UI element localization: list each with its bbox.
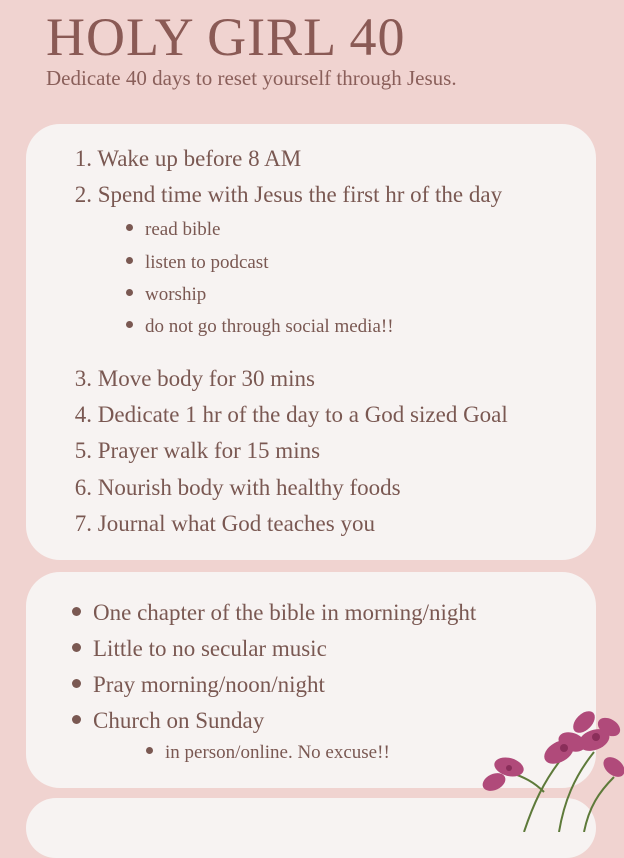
- list-item: worship: [126, 284, 206, 306]
- list-item: 7. Journal what God teaches you: [74, 511, 375, 536]
- list-item: 4. Dedicate 1 hr of the day to a God sized Goal: [74, 402, 508, 427]
- list-item: 2. Spend time with Jesus the first hr of the day: [74, 182, 503, 207]
- page-title: HOLY GIRL 40: [46, 7, 406, 67]
- list-item: Pray morning/noon/night: [72, 672, 325, 698]
- flower-decoration: [464, 682, 624, 832]
- list-item: One chapter of the bible in morning/night: [72, 600, 476, 626]
- list-item: 5. Prayer walk for 15 mins: [74, 438, 321, 463]
- list-item: Little to no secular music: [72, 636, 327, 662]
- list-item: do not go through social media!!: [126, 316, 394, 338]
- list-item: 3. Move body for 30 mins: [74, 366, 315, 391]
- list-item: 6. Nourish body with healthy foods: [74, 475, 401, 500]
- list-item: 1. Wake up before 8 AM: [74, 146, 302, 171]
- list-item: listen to podcast: [126, 252, 268, 274]
- list-item: read bible: [126, 219, 220, 241]
- steps-card: [26, 124, 596, 560]
- page-subtitle: Dedicate 40 days to reset yourself through Jesus.: [46, 66, 457, 90]
- list-item: Church on Sunday: [72, 708, 264, 734]
- list-item: in person/online. No excuse!!: [146, 742, 390, 764]
